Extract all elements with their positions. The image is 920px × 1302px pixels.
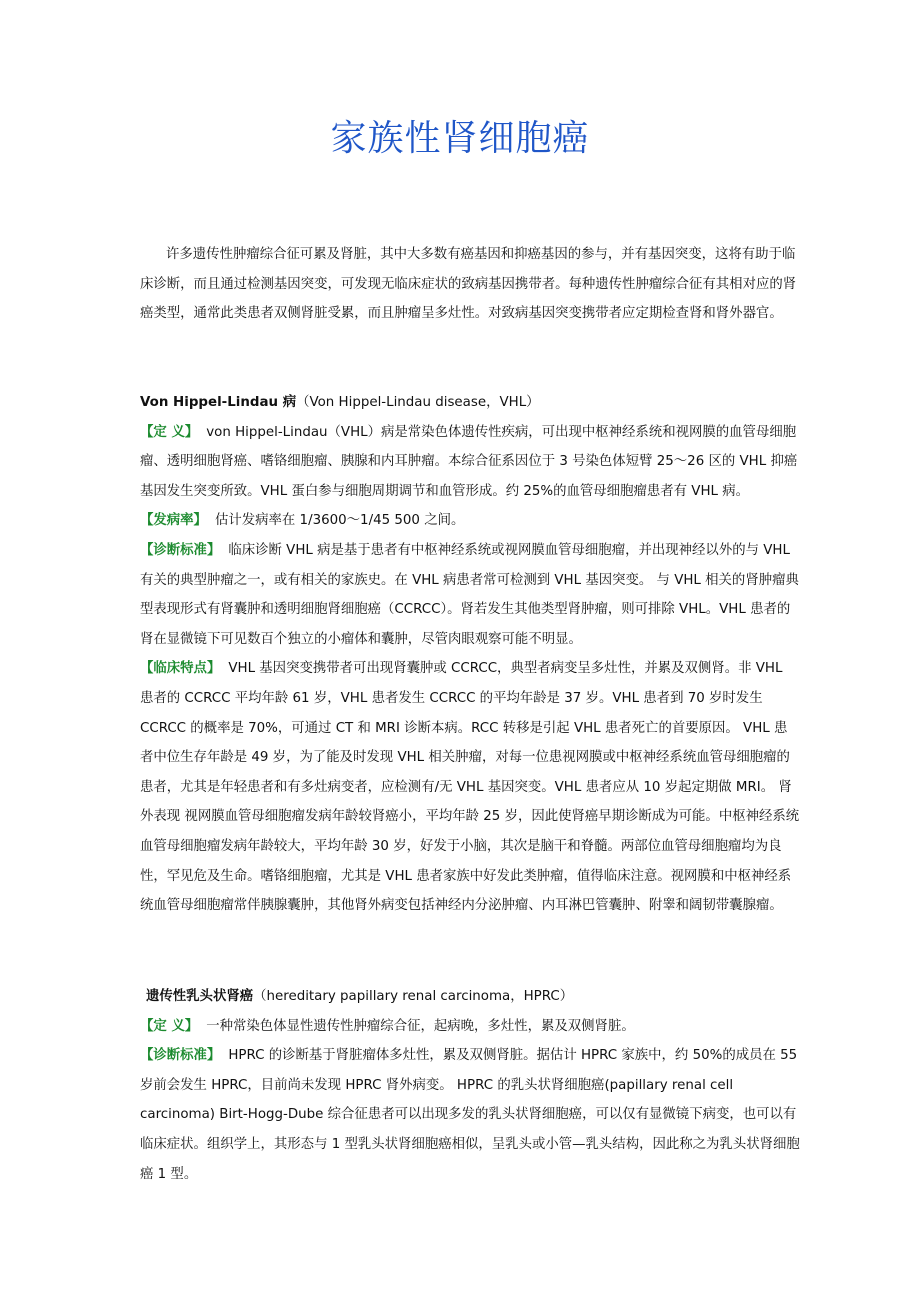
- vhl-clinical: [140, 654, 800, 920]
- intro-paragraph: 许多遗传性肿瘤综合征可累及肾脏，其中大多数有癌基因和抑癌基因的参与，并有基因突变，这将有助于临床诊断，而且通过检测基因突变，可发现无临床症状的致病基因携带者。每种遗传性肿瘤综合征有其相对应的肾癌类型，通常此类患者双侧肾脏受累，而且肿瘤呈多灶性。对致病基因突变携带者应定期检查肾和肾外器官。: [140, 247, 797, 322]
- vhl-definition-text: von Hippel-Lindau（VHL）病是常染色体遗传性疾病，可出现中枢神经系统和视网膜的血管母细胞瘤、透明细胞肾癌、嗜铬细胞瘤、胰腺和内耳肿瘤。本综合征系因位于 3 号染色体短臂 25～26 区的 VHL 抑癌基因发生突变所致。VHL 蛋白参与细胞周期调节和血管形成。约 25%的血管母细胞瘤患者有 VHL 病。: [140, 424, 798, 499]
- vhl-heading-line: [140, 388, 800, 418]
- vhl-definition: [140, 418, 800, 507]
- vhl-diagnosis-text: 临床诊断 VHL 病是基于患者有中枢神经系统或视网膜血管母细胞瘤，并出现神经以外的与 VHL 有关的典型肿瘤之一，或有相关的家族史。在 VHL 病患者常可检测到 VHL 基因突变。 与 VHL 相关的肾肿瘤典型表现形式有肾囊肿和透明细胞肾细胞癌（CCRCC）。肾若发生其他类型肾肿瘤，则可排除 VHL。VHL 患者的肾在显微镜下可见数百个独立的小瘤体和囊肿，尽管肉眼观察可能不明显。: [140, 542, 799, 647]
- hprc-definition: [140, 1012, 800, 1042]
- hprc-diagnosis-tag: 【诊断标准】: [140, 1048, 221, 1064]
- hprc-definition-tag: 【定 义】: [140, 1018, 199, 1034]
- vhl-diagnosis: [140, 536, 800, 654]
- vhl-incidence-tag: 【发病率】: [140, 513, 207, 529]
- hprc-diagnosis: [140, 1041, 800, 1189]
- hprc-heading-line: [140, 982, 800, 1012]
- hprc-heading-sub: （hereditary papillary renal carcinoma，HPRC）: [253, 989, 574, 1004]
- vhl-section: [140, 388, 800, 921]
- vhl-definition-tag: 【定 义】: [140, 424, 199, 440]
- vhl-clinical-text: VHL 基因突变携带者可出现肾囊肿或 CCRCC，典型者病变呈多灶性，并累及双侧肾。非 VHL 患者的 CCRCC 平均年龄 61 岁，VHL 患者发生 CCRCC 的平均年龄是 37 岁。VHL 患者到 70 岁时发生 CCRCC 的概率是 70%，可通过 CT 和 MRI 诊断本病。RCC 转移是引起 VHL 患者死亡的首要原因。 VHL 患者中位生存年龄是 49 岁，为了能及时发现 VHL 相关肿瘤，对每一位患视网膜或中枢神经系统血管母细胞瘤的患者，尤其是年轻患者和有多灶病变者，应检测有/无 VHL 基因突变。VHL 患者应从 10 岁起定期做 MRI。 肾外表现 视网膜血管母细胞瘤发病年龄较肾癌小，平均年龄 25 岁，因此使肾癌早期诊断成为可能。中枢神经系统血管母细胞瘤发病年龄较大，平均年龄 30 岁，好发于小脑，其次是脑干和脊髓。两部位血管母细胞瘤均为良性，罕见危及生命。嗜铬细胞瘤，尤其是 VHL 患者家族中好发此类肿瘤，值得临床注意。视网膜和中枢神经系统血管母细胞瘤常伴胰腺囊肿，其他肾外病变包括神经内分泌肿瘤、内耳淋巴管囊肿、附睾和阔韧带囊腺瘤。: [140, 661, 800, 914]
- vhl-incidence-text: 估计发病率在 1/3600～1/45 500 之间。: [214, 513, 465, 529]
- hprc-diagnosis-text: HPRC 的诊断基于肾脏瘤体多灶性，累及双侧肾脏。据估计 HPRC 家族中，约 50%的成员在 55 岁前会发生 HPRC，目前尚未发现 HPRC 肾外病变。 HPRC 的乳头状肾细胞癌(papillary renal cell carcinoma) Birt-Hogg-Dube 综合征患者可以出现多发的乳头状肾细胞癌，可以仅有显微镜下病变，也可以有临床症状。组织学上，其形态与 1 型乳头状肾细胞癌相似，呈乳头或小管—乳头结构，因此称之为乳头状肾细胞癌 1 型。: [140, 1048, 800, 1182]
- vhl-diagnosis-tag: 【诊断标准】: [140, 542, 221, 558]
- vhl-heading-sub: （Von Hippel-Lindau disease，VHL）: [296, 395, 540, 410]
- hprc-heading: 遗传性乳头状肾癌: [146, 989, 254, 1004]
- vhl-clinical-tag: 【临床特点】: [140, 661, 221, 677]
- vhl-incidence: [140, 506, 800, 536]
- hprc-definition-text: 一种常染色体显性遗传性肿瘤综合征，起病晚，多灶性，累及双侧肾脏。: [206, 1018, 635, 1034]
- document-title: 家族性肾细胞癌: [330, 118, 590, 159]
- hprc-section: [140, 982, 800, 1189]
- vhl-heading: Von Hippel-Lindau 病: [140, 395, 297, 410]
